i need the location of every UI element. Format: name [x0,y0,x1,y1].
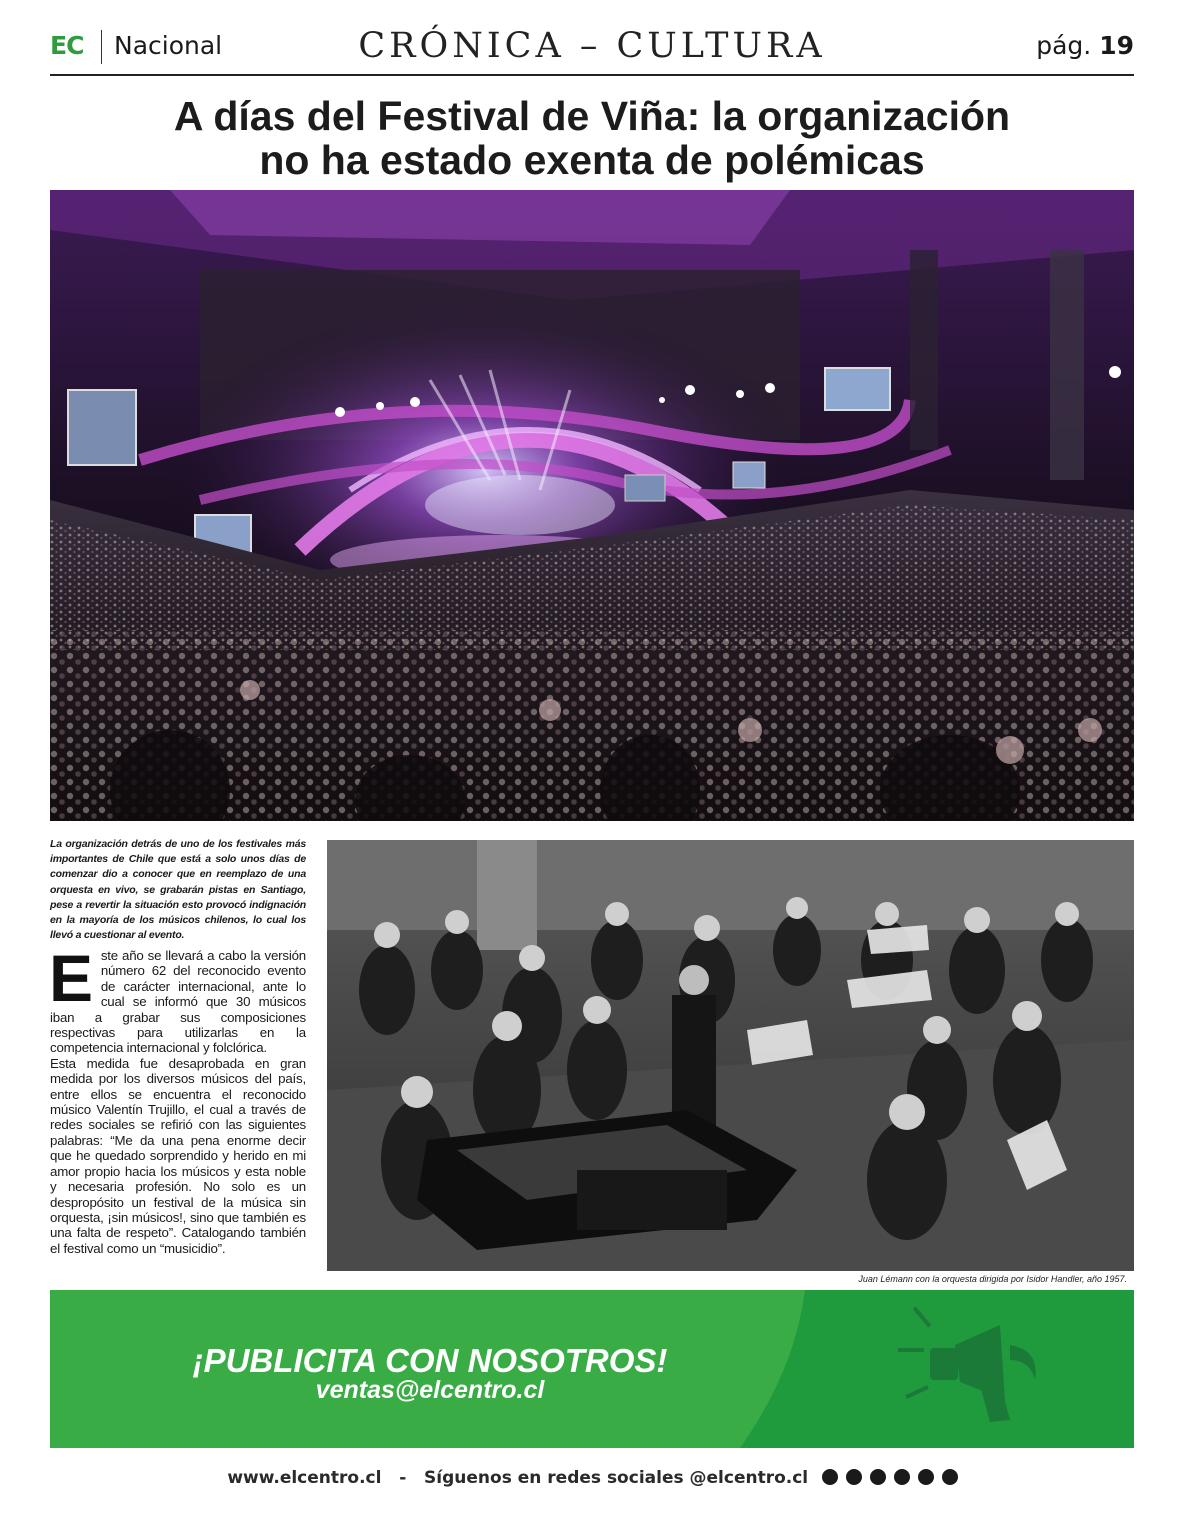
headline [50,94,1134,182]
social-text: Síguenos en redes sociales @elcentro.cl [424,1468,809,1488]
publication-logo: EC [50,31,84,60]
section-name: Nacional [114,31,223,60]
facebook-icon[interactable] [822,1469,838,1485]
orchestra-photo [327,840,1134,1271]
festival-photo [50,190,1134,821]
ad-title: ¡PUBLICITA CON NOSOTROS! [192,1342,668,1379]
orchestra-illustration [327,840,1134,1271]
social-icons [820,1468,958,1488]
headline-line-1: A días del Festival de Viña: la organización [173,93,1011,139]
category-title: CRÓNICA – CULTURA [358,26,826,66]
article-body [49,941,306,1256]
right-video-screen [825,368,890,410]
left-video-screen [68,390,136,465]
drop-cap: E [49,941,93,1015]
advertising-banner[interactable] [50,1290,1134,1448]
instagram-icon[interactable] [846,1469,862,1485]
page-header [50,24,1134,76]
festival-stage-illustration [50,190,1134,821]
youtube-icon[interactable] [870,1469,886,1485]
article-paragraph-1: ste año se llevará a cabo la versión número 62 del reconocido evento de carácter internacional, ante lo cual se informó que 30 músicos iban a grabar sus composiciones respectivas para utilizarlas en la competencia internacional y folclórica. [50,948,306,1056]
website-link[interactable]: www.elcentro.cl [227,1468,382,1488]
page-footer [0,1468,1185,1488]
page-prefix: pág. [1036,31,1092,60]
tiktok-icon[interactable] [942,1469,958,1485]
page-number [1036,31,1134,60]
twitter-icon[interactable] [894,1469,910,1485]
headline-line-2: no ha estado exenta de polémicas [259,137,925,183]
ad-email-link[interactable]: ventas@elcentro.cl [315,1376,545,1404]
orchestra-photo-caption: Juan Lémann con la orquesta dirigida por Isidor Handler, año 1957. [858,1274,1127,1284]
spotify-icon[interactable] [918,1469,934,1485]
article-paragraph-2: Esta medida fue desaprobada en gran medida por los diversos músicos del país, entre ellos se encuentra el reconocido músico Valentín Trujillo, el cual a través de redes sociales se refirió con las siguientes palabras: “Me da una pena enorme decir que he quedado sorprendido y herido en mi amor propio hacia los músicos y esta noble y necesaria profesión. No solo es un despropósito un festival de la música sin orquesta, ¡sin músicos!, sino que también es una falta de respeto”. Catalogando también el festival como un “musicidio”. [50,1055,306,1256]
article-lead: La organización detrás de uno de los festivales más importantes de Chile que está a solo unos días de comenzar dio a conocer que en reemplazo de una orquesta en vivo, se grabarán pistas en Santiago, pese a revertir la situación esto provocó indignación en la mayoría de los músicos chilenos, lo cual los llevó a cuestionar al evento. [50,838,306,942]
footer-separator: - [399,1468,407,1488]
page-number-value: 19 [1099,31,1134,60]
